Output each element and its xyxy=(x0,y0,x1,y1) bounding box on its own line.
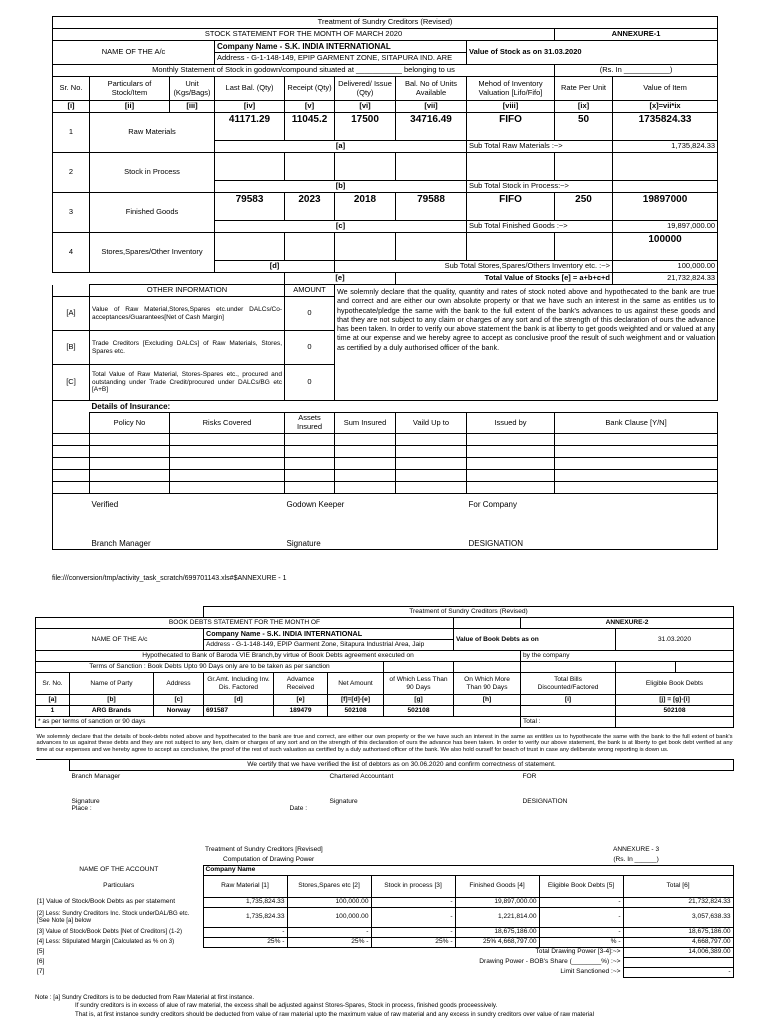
book-debts-title: BOOK DEBTS STATEMENT FOR THE MONTH OF xyxy=(36,618,454,629)
spacer xyxy=(455,845,539,855)
total-stock-value: 21,732,824.33 xyxy=(613,273,718,285)
header-value: Value of Item xyxy=(613,77,718,101)
a2-ca-block xyxy=(289,771,521,819)
a3-row-5-label: [5] xyxy=(37,948,45,956)
a3-header-book-debts: Eligible Book Debts [5] xyxy=(539,875,623,897)
certify-line: We certify that we have verified the list of debtors as on 30.06.2020 and confirm correctness of statement. xyxy=(70,760,734,771)
insurance-row xyxy=(53,445,718,457)
a2-ca-signature: Signature xyxy=(329,797,358,805)
a3-header-raw: Raw Material [1] xyxy=(203,875,287,897)
a2-row-eligible: 502108 xyxy=(616,706,734,717)
row-3-receipt: 2023 xyxy=(285,193,335,221)
row-1-receipt: 11045.2 xyxy=(285,113,335,141)
a3-header-finished: Finished Goods [4] xyxy=(455,875,539,897)
row-4-sr: 4 xyxy=(53,233,90,273)
annexure-3-notes xyxy=(35,994,735,1019)
a2-code-e: [e] xyxy=(274,695,328,706)
empty-cell xyxy=(384,662,454,673)
row-1-subtotal-label: Sub Total Raw Materials :~> xyxy=(467,141,613,153)
other-a-amount: 0 xyxy=(285,297,335,331)
row-1-value: 1735824.33 xyxy=(613,113,718,141)
spacer xyxy=(203,947,455,957)
a2-top-title: Treatment of Sundry Creditors (Revised) xyxy=(204,607,734,618)
spacer xyxy=(53,273,285,285)
row-1-issue: 17500 xyxy=(335,113,396,141)
row-1-rate: 50 xyxy=(555,113,613,141)
empty-cell xyxy=(616,662,676,673)
a2-row-party: ARG Brands xyxy=(70,706,154,717)
stock-declaration: We solemnly declare that the quality, quantity and rates of stock noted above and hypothecated to the bank are true and correct and are either our own absolute property or that we have such an interest in the same as entitles us to hypothecate/pledge the same with the bank to the full extent of the bank's advances to us against these goods and that they are not subject to any claim or charges of any sort and of the strength of this declaration of ours the advance has been taken. In order to verify our above statement the bank is at liberty to get goods weighted and or valued at any time at our expense and we hereby agree to accept as conclusive proof the result of such weighment and or valuation as certified by a duly authorised officer of the bank. xyxy=(335,285,718,401)
row-2-subtotal-code: [b] xyxy=(215,181,467,193)
header-last-bal: Last Bal. (Qty) xyxy=(215,77,285,101)
a2-header-address: Address xyxy=(154,673,204,695)
row-1-balance: 34716.49 xyxy=(396,113,467,141)
stock-title: STOCK STATEMENT FOR THE MONTH OF MARCH 2020 xyxy=(53,29,555,41)
a2-annexure-label: ANNEXURE-2 xyxy=(521,618,734,629)
limit-sanctioned-label: Limit Sanctioned :~> xyxy=(560,968,621,976)
note-line-3: That is, at first instance sundry creditors should be deducted from value of raw material upto the maximum value of raw material and any excess in sundry creditors over value of raw material xyxy=(75,1010,594,1018)
a3-row-2-finished: 1,221,814.00 xyxy=(455,907,539,927)
a3-row-4-raw: 25% - xyxy=(203,937,287,947)
insurance-row xyxy=(53,469,718,481)
a3-header-stores: Stores,Spares etc [2] xyxy=(287,875,371,897)
a2-for-block xyxy=(521,771,734,819)
spacer xyxy=(36,760,70,771)
a2-branch-manager: Branch Manager xyxy=(71,773,121,780)
ins-header-risks: Risks Covered xyxy=(170,413,285,433)
a2-row-net: 502108 xyxy=(328,706,384,717)
company-name: Company Name - S.K. INDIA INTERNATIONAL xyxy=(215,41,467,53)
row-2-method xyxy=(467,153,555,181)
annexure-2-table xyxy=(35,606,734,819)
row-4-rate xyxy=(555,233,613,261)
a3-row-6-label: [6] xyxy=(37,958,45,966)
code-i: [i] xyxy=(53,101,90,113)
row-2-sr: 2 xyxy=(53,153,90,193)
hypothecated-line: Hypothecated to Bank of Baroda VIE Branch,by virtue of Book Debts agreement executed on xyxy=(36,651,521,662)
row-4-balance xyxy=(396,233,467,261)
spacer xyxy=(35,855,203,865)
code-vi: [vi] xyxy=(335,101,396,113)
insurance-row xyxy=(53,481,718,493)
a3-row-2-raw: 1,735,824.33 xyxy=(203,907,287,927)
value-of-stock-label: Value of Stock as on 31.03.2020 xyxy=(467,41,718,65)
spacer xyxy=(53,401,90,413)
row-1-method: FIFO xyxy=(467,113,555,141)
a2-footnote: * as per terms of sanction or 90 days xyxy=(36,717,521,728)
a2-chartered-accountant: Chartered Accountant xyxy=(329,773,394,780)
header-delivered: Delivered/ Issue (Qty) xyxy=(335,77,396,101)
a3-row-4-stores: 25% - xyxy=(287,937,371,947)
spacer xyxy=(203,957,371,967)
a2-row-address: Norway xyxy=(154,706,204,717)
a3-title-1: Treatment of Sundry Creditors [Revised] xyxy=(205,846,323,854)
godown-keeper-label: Godown Keeper xyxy=(286,499,345,509)
a2-total-label: Total : xyxy=(521,717,616,728)
a2-date: 31.03.2020 xyxy=(616,629,734,651)
spacer xyxy=(36,607,204,618)
row-4-last-bal xyxy=(215,233,285,261)
a2-header-less-90: of Which Less Than 90 Days xyxy=(384,673,454,695)
code-ix: [ix] xyxy=(555,101,613,113)
a2-code-g: [g] xyxy=(384,695,454,706)
row-3-last-bal: 79583 xyxy=(215,193,285,221)
row-3-item: Finished Goods xyxy=(90,193,215,233)
insurance-row xyxy=(53,457,718,469)
row-1-sr: 1 xyxy=(53,113,90,153)
a3-row-1-raw: 1,735,824.33 xyxy=(203,897,287,907)
ins-header-issued: Issued by xyxy=(467,413,555,433)
drawing-power-value: 14,006,389.00 xyxy=(623,947,733,957)
annexure-1-table xyxy=(52,16,718,550)
a2-code-h: [h] xyxy=(454,695,521,706)
a3-row-1-process: - xyxy=(371,897,455,907)
row-3-issue: 2018 xyxy=(335,193,396,221)
verified-label: Verified xyxy=(91,499,119,509)
row-2-value xyxy=(613,153,718,181)
other-b-text: Trade Creditors [Excluding DALCs] of Raw Materials, Stores, Spares etc. xyxy=(90,331,285,365)
month-cell xyxy=(454,618,521,629)
a3-row-1-book-debts: - xyxy=(539,897,623,907)
name-of-account-label: NAME OF THE A/c xyxy=(53,41,215,65)
code-v: [v] xyxy=(285,101,335,113)
ins-header-policy: Policy No xyxy=(90,413,170,433)
drawing-power-label: Total Drawing Power [3-4]:~> xyxy=(535,948,621,956)
a3-row-3-book-debts: - xyxy=(539,927,623,937)
a2-company-name: Company Name - S.K. INDIA INTERNATIONAL xyxy=(204,629,454,640)
a2-row-discounted xyxy=(521,706,616,717)
a3-row-1-stores: 100,000.00 xyxy=(287,897,371,907)
row-2-issue xyxy=(335,153,396,181)
row-2-subtotal-value xyxy=(613,181,718,193)
a3-header-total: Total [6] xyxy=(623,875,733,897)
signature-label: Signature xyxy=(286,538,321,548)
row-4-subtotal-code: [d] xyxy=(215,261,335,273)
row-3-rate: 250 xyxy=(555,193,613,221)
a2-value-label: Value of Book Debts as on xyxy=(454,629,616,651)
a3-row-4-book-debts: % - xyxy=(539,937,623,947)
a3-row-2-stores: 100,000.00 xyxy=(287,907,371,927)
a3-header-process: Stock in process [3] xyxy=(371,875,455,897)
row-4-value: 100000 xyxy=(613,233,718,261)
spacer xyxy=(53,285,90,297)
other-a-text: Value of Raw Material,Stores,Spares etc.under DALCs/Co-acceptances/Guarantees[Net of Cash Margin] xyxy=(90,297,285,331)
total-code: [e] xyxy=(285,273,396,285)
header-particulars: Particulars of Stock/Item xyxy=(90,77,170,101)
spacer xyxy=(203,967,455,977)
book-debts-declaration: We solemnly declare that the details of book-debts noted above and hypothecated to the bank are true and correct, are either our own property or the we have such an interest in the same as entitles us to hypothecate the same with the bank to the full extent of bank's advances to us against these debts and they are not subject to any lien, claim or charges of any sort and on the strength of this declaration of ours the advance has been taken. In order to verify our above statement, the bank is at liberty to get book debt verified at any time at our expenses and we hereby agree to accept as conclusive, the proof of the rest of such valuation as certified by a duly authorised officer of the bank. We also hold ourself for beach of trust in case any deliberate wrong reporting is down us. xyxy=(36,728,734,760)
other-b-amount: 0 xyxy=(285,331,335,365)
a2-date-label: Date : xyxy=(289,805,308,813)
row-4-issue xyxy=(335,233,396,261)
note-line-1: Note : [a] Sundry Creditors is to be deducted from Raw Material at first instance. xyxy=(35,994,255,1001)
designation-label: DESIGNATION xyxy=(468,538,524,548)
code-vii: [vii] xyxy=(396,101,467,113)
row-2-subtotal-label: Sub Total Stock in Process:~> xyxy=(467,181,613,193)
a3-row-2-label: [2] Less: Sundry Creditors Inc. Stock underDAL/BG etc. [See Note [a] below xyxy=(37,909,190,924)
insurance-row xyxy=(53,433,718,445)
row-4-receipt xyxy=(285,233,335,261)
other-b-code: [B] xyxy=(53,331,90,365)
row-1-last-bal: 41171.29 xyxy=(215,113,285,141)
a3-row-2-process: - xyxy=(371,907,455,927)
bob-share-label: Drawing Power - BOB's Share (________%) :~> xyxy=(479,958,621,966)
godown-block xyxy=(285,493,467,549)
other-c-amount: 0 xyxy=(285,365,335,401)
a2-total-value xyxy=(616,717,734,728)
a3-row-2-total: 3,057,638.33 xyxy=(623,907,733,927)
other-a-code: [A] xyxy=(53,297,90,331)
a2-code-a: [a] xyxy=(36,695,70,706)
empty-cell xyxy=(521,662,616,673)
a3-row-3-process: - xyxy=(371,927,455,937)
a2-for-label: FOR xyxy=(522,773,537,780)
row-1-item: Raw Materials xyxy=(90,113,215,153)
a3-row-2-book-debts: - xyxy=(539,907,623,927)
a3-row-1-label: [1] Value of Stock/Book Debts as per statement xyxy=(37,898,176,906)
row-3-subtotal-value: 19,897,000.00 xyxy=(613,221,718,233)
a2-code-j: [j] = [g]-[i] xyxy=(616,695,734,706)
code-iii: [iii] xyxy=(170,101,215,113)
a2-header-party: Name of Party xyxy=(70,673,154,695)
company-address: Address - G-1-148-149, EPIP GARMENT ZONE, SITAPURA IND. ARE xyxy=(215,53,467,65)
row-3-subtotal-code: [c] xyxy=(215,221,467,233)
a2-row-gross: 691587 xyxy=(204,706,274,717)
header-balance: Bal. No of Units Available xyxy=(396,77,467,101)
a2-row-sr: 1 xyxy=(36,706,70,717)
rs-in-label: (Rs. In ___________) xyxy=(555,65,718,77)
row-3-method: FIFO xyxy=(467,193,555,221)
total-stock-label: Total Value of Stocks [e] = a+b+c+d xyxy=(396,273,613,285)
terms-of-sanction: Terms of Sanction : Book Debts Upto 90 Days only are to be taken as per sanction xyxy=(36,662,384,673)
a2-header-discounted: Total Bills Discounted/Factored xyxy=(521,673,616,695)
a2-company-address: Address - G-1-148-149, EPIP Garment Zone, Sitapura Industrial Area, Jaip xyxy=(204,640,454,651)
a2-code-f: [f]=[d]-[e] xyxy=(328,695,384,706)
a3-row-4-label: [4] Less: Stipulated Margin [Calculated as % on 3) xyxy=(37,938,175,946)
a3-rs-in: (Rs. In ______) xyxy=(613,855,659,863)
row-4-subtotal-value: 100,000.00 xyxy=(613,261,718,273)
a3-company-label: Company Name xyxy=(203,865,733,875)
annexure-3-table xyxy=(35,845,734,978)
spacer xyxy=(35,845,203,855)
note-line-2: If sundry creditors is in excess of alue of raw material, the excess shall be adjusted against Stores-Spares, Stock in process, finished goods proceessively. xyxy=(75,1002,498,1010)
empty-cell xyxy=(454,662,521,673)
empty-cell xyxy=(676,662,734,673)
insurance-title: Details of Insurance: xyxy=(91,402,171,412)
ins-header-sum: Sum Insured xyxy=(335,413,396,433)
a2-header-advance: Advamce Received xyxy=(274,673,328,695)
a2-header-more-90: On Which More Than 90 Days xyxy=(454,673,521,695)
header-unit: Unit (Kgs/Bags) xyxy=(170,77,215,101)
a2-code-b: [b] xyxy=(70,695,154,706)
verified-block xyxy=(90,493,285,549)
spacer xyxy=(53,413,90,433)
ins-header-bank-clause: Bank Clause [Y/N] xyxy=(555,413,718,433)
for-company-label: For Company xyxy=(468,499,517,509)
a2-row-more-90 xyxy=(454,706,521,717)
a2-header-gross: Gr.Amt. Including Inv. Dis. Factored xyxy=(204,673,274,695)
row-3-sr: 3 xyxy=(53,193,90,233)
a3-row-3-finished: 18,675,186.00 xyxy=(455,927,539,937)
a3-annexure-label: ANNEXURE - 3 xyxy=(612,846,660,854)
code-iv: [iv] xyxy=(215,101,285,113)
row-4-item: Stores,Spares/Other Inventory xyxy=(90,233,215,273)
row-1-subtotal-value: 1,735,824.33 xyxy=(613,141,718,153)
ins-header-valid: Vaild Up to xyxy=(396,413,467,433)
spacer xyxy=(455,855,539,865)
row-1-subtotal-code: [a] xyxy=(215,141,467,153)
ins-header-assets: Assets Insured xyxy=(285,413,335,433)
table-row xyxy=(36,706,734,717)
a3-particulars: Particulars xyxy=(103,882,135,890)
other-c-text: Total Value of Raw Material, Stores-Spares etc., procured and outstanding under Trade Credit/procured under DALCs/BG etc [A+B] xyxy=(90,365,285,401)
annexure-label: ANNEXURE-1 xyxy=(555,29,718,41)
row-2-last-bal xyxy=(215,153,285,181)
a3-row-4-finished: 25% 4,668,797.00 xyxy=(455,937,539,947)
a3-title-2: Computation of Drawing Power xyxy=(223,855,315,863)
other-information-label: OTHER INFORMATION xyxy=(90,285,285,297)
a3-row-4-total: 4,668,797.00 xyxy=(623,937,733,947)
code-x: [x]=vii*ix xyxy=(613,101,718,113)
a3-row-1-total: 21,732,824.33 xyxy=(623,897,733,907)
row-2-item: Stock in Process xyxy=(90,153,215,193)
row-3-subtotal-label: Sub Total Finished Goods :~> xyxy=(467,221,613,233)
row-2-receipt xyxy=(285,153,335,181)
a2-designation: DESIGNATION xyxy=(522,797,568,805)
branch-manager-label: Branch Manager xyxy=(91,538,151,548)
a3-row-4-process: 25% - xyxy=(371,937,455,947)
row-4-method xyxy=(467,233,555,261)
header-rate: Rate Per Unit xyxy=(555,77,613,101)
row-2-rate xyxy=(555,153,613,181)
a3-row-3-stores: - xyxy=(287,927,371,937)
row-4-subtotal-label: Sub Total Stores,Spares/Others Inventory etc. :~> xyxy=(335,261,613,273)
other-c-code: [C] xyxy=(53,365,90,401)
file-path: file:///conversion/tmp/activity_task_scratch/699701143.xls#$ANNEXURE - 1 xyxy=(52,575,287,582)
spacer xyxy=(36,771,70,819)
a2-code-d: [d] xyxy=(204,695,274,706)
header-method: Mehod of Inventory Valuation [Lifo/Fifo] xyxy=(467,77,555,101)
a3-row-7-label: [7] xyxy=(37,968,45,976)
row-3-value: 19897000 xyxy=(613,193,718,221)
a3-row-3-label: [3] Value of Stock/Book Debts [Net of Creditors] (1-2) xyxy=(37,928,183,936)
a3-name-label: NAME OF THE ACCOUNT xyxy=(79,866,159,874)
a2-header-eligible: Eligible Book Debts xyxy=(616,673,734,695)
a2-header-net: Net Amount xyxy=(328,673,384,695)
a2-code-i: [i] xyxy=(521,695,616,706)
a2-signature: Signature xyxy=(71,797,100,805)
a2-name-label: NAME OF THE A/c xyxy=(36,629,204,651)
amount-label: AMOUNT xyxy=(285,285,335,297)
a3-row-3-raw: - xyxy=(203,927,287,937)
bob-share-value xyxy=(623,957,733,967)
a2-place: Place : xyxy=(71,805,92,813)
by-company-label: by the company xyxy=(521,651,734,662)
code-viii: [viii] xyxy=(467,101,555,113)
top-title: Treatment of Sundry Creditors (Revised) xyxy=(53,17,718,29)
monthly-statement-line: Monthly Statement of Stock in godown/compound situated at ___________ belonging to us xyxy=(53,65,555,77)
code-ii: [ii] xyxy=(90,101,170,113)
header-sr-no: Sr. No. xyxy=(53,77,90,101)
row-3-balance: 79588 xyxy=(396,193,467,221)
a3-row-3-total: 18,675,186.00 xyxy=(623,927,733,937)
a2-row-less-90: 502108 xyxy=(384,706,454,717)
row-2-balance xyxy=(396,153,467,181)
a2-row-advance: 189479 xyxy=(274,706,328,717)
spacer xyxy=(53,493,90,549)
company-block xyxy=(467,493,718,549)
header-receipt: Receipt (Qty) xyxy=(285,77,335,101)
a3-row-1-finished: 19,897,000.00 xyxy=(455,897,539,907)
a2-header-sr: Sr. No. xyxy=(36,673,70,695)
a2-code-c: [c] xyxy=(154,695,204,706)
limit-sanctioned-value: - xyxy=(623,967,733,977)
